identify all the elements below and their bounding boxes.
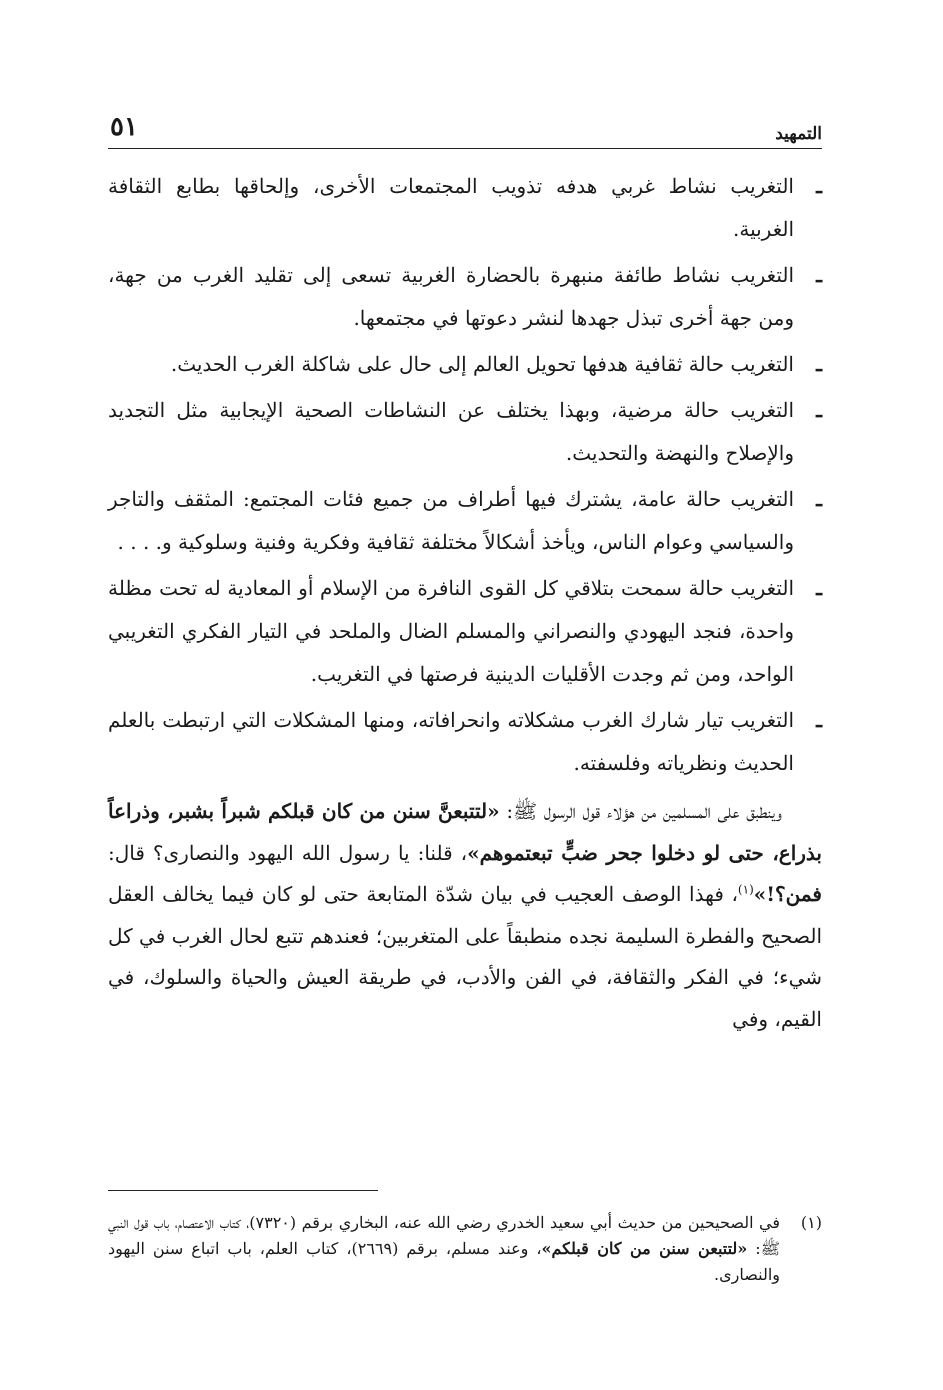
footnote-reference[interactable]: (١) <box>737 882 754 897</box>
list-item <box>108 567 822 696</box>
list-item <box>108 699 822 785</box>
hadith-quote: «لتتبعنَّ سنن من كان قبلكم شبراً بشبر، وذراعاً بذراع، حتى لو دخلوا جحر ضبٍّ تبعتموهم» <box>108 799 822 865</box>
footnote-part2: ، وعند مسلم، برقم (٢٦٦٩)، كتاب العلم، باب اتباع سنن اليهود والنصارى. <box>108 1239 780 1284</box>
paragraph-middle: ، قلنا: يا رسول الله اليهود والنصارى؟ قال: <box>108 840 468 865</box>
paragraph-intro: وينطبق على المسلمين من هؤلاء قول الرسول ﷺ: <box>499 799 782 823</box>
list-item-text: التغريب نشاط غربي هدفه تذويب المجتمعات الأخرى، وإلحاقها بطابع الثقافة الغربية. <box>108 174 794 241</box>
dash-marker: ـ <box>816 708 822 732</box>
paragraph-rest: ، فهذا الوصف العجيب في بيان شدّة المتابعة حتى لو كان فيما يخالف العقل الصحيح والفطرة السليمة نجده منطبقاً على المتغربين؛ فعندهم تتبع لحال الغرب في كل شيء؛ في الفكر والثقافة، في الفن والأدب، في طريقة العيش والحياة والسلوك، في القيم، وفي <box>108 882 822 1031</box>
dash-marker: ـ <box>816 487 822 511</box>
list-item-text: التغريب حالة مرضية، وبهذا يختلف عن النشاطات الصحية الإيجابية مثل التجديد والإصلاح والنهضة والتحديث. <box>108 398 794 465</box>
list-item <box>108 389 822 475</box>
list-item-text: التغريب تيار شارك الغرب مشكلاته وانحرافاته، ومنها المشكلات التي ارتبطت بالعلم الحديث ونظرياته وفلسفته. <box>108 708 794 775</box>
list-item-text: التغريب حالة عامة، يشترك فيها أطراف من جميع فئات المجتمع: المثقف والتاجر والسياسي وعوام الناس، ويأخذ أشكالاً مختلفة ثقافية وفكرية وفنية وسلوكية و. . . . <box>108 487 794 554</box>
list-item-text: التغريب حالة ثقافية هدفها تحويل العالم إلى حال على شاكلة الغرب الحديث. <box>170 352 794 376</box>
dash-marker: ـ <box>816 398 822 422</box>
dash-marker: ـ <box>816 263 822 287</box>
chapter-title: التمهيد <box>775 124 822 144</box>
body-paragraph <box>108 791 822 1040</box>
footnote <box>108 1210 822 1288</box>
dash-marker: ـ <box>816 174 822 198</box>
list-item <box>108 343 822 386</box>
list-item <box>108 254 822 340</box>
page-number: ٥١ <box>110 112 138 142</box>
footnote-part1: في الصحيحين من حديث أبي سعيد الخدري رضي الله عنه، البخاري برقم (٧٣٢٠)، كتاب الاعتصام، باب قول النبي ﷺ: <box>108 1213 781 1258</box>
footnote-quote: «لتتبعن سنن من كان قبلكم» <box>541 1239 748 1258</box>
footnote-divider <box>108 1190 378 1191</box>
dash-marker: ـ <box>816 352 822 376</box>
list-item <box>108 478 822 564</box>
book-page <box>108 98 822 1358</box>
footnote-text <box>108 1210 780 1288</box>
footnote-number: (١) <box>800 1213 822 1232</box>
definitions-list <box>108 165 822 785</box>
list-item-text: التغريب حالة سمحت بتلاقي كل القوى النافرة من الإسلام أو المعادية له تحت مظلة واحدة، فنجد اليهودي والنصراني والمسلم الضال والملحد في التيار الفكري التغريبي الواحد، ومن ثم وجدت الأقليات الدينية فرصتها في التغريب. <box>108 576 794 686</box>
dash-marker: ـ <box>816 576 822 600</box>
list-item-text: التغريب نشاط طائفة منبهرة بالحضارة الغربية تسعى إلى تقليد الغرب من جهة، ومن جهة أخرى تبذل جهدها لنشر دعوتها في مجتمعها. <box>108 263 794 330</box>
running-header <box>108 98 822 149</box>
list-item <box>108 165 822 251</box>
hadith-answer: فمن؟!» <box>753 882 822 906</box>
